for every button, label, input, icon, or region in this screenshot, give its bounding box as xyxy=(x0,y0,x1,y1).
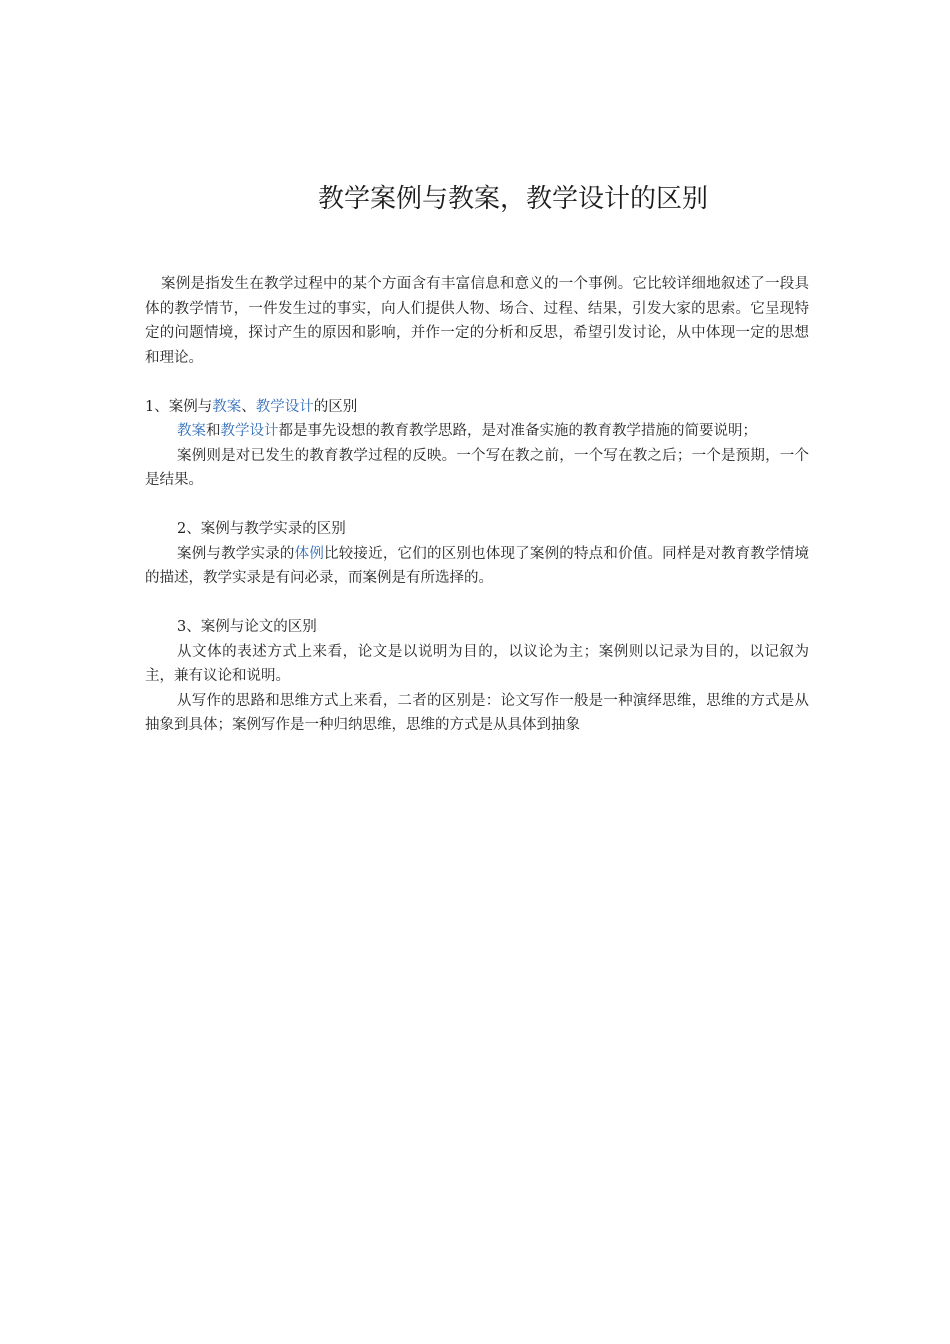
spacer xyxy=(145,591,809,616)
section1-paragraph-2: 案例则是对已发生的教育教学过程的反映。一个写在教之前，一个写在教之后；一个是预期，一个是结果。 xyxy=(145,447,809,488)
section3-paragraph-2: 从写作的思路和思维方式上来看，二者的区别是：论文写作一般是一种演绎思维，思维的方式是从抽象到具体；案例写作是一种归纳思维，思维的方式是从具体到抽象 xyxy=(145,692,809,733)
link-jiaoxue-sheji-body[interactable]: 教学设计 xyxy=(220,423,279,439)
page-title: 教学案例与教案，教学设计的区别 xyxy=(318,184,709,214)
link-tili[interactable]: 体例 xyxy=(294,545,325,562)
section1-heading-sep: 、 xyxy=(241,398,256,415)
spacer xyxy=(145,370,809,395)
section1-heading-prefix: 1、案例与 xyxy=(145,398,213,415)
section2-paragraph-1 xyxy=(145,542,809,591)
link-jiaoan-body[interactable]: 教案 xyxy=(177,423,206,439)
section1-p1-and: 和 xyxy=(206,423,221,439)
section2-p1-prefix: 案例与教学实录的 xyxy=(177,545,295,562)
section1-heading-suffix: 的区别 xyxy=(313,398,358,415)
spacer xyxy=(145,493,809,518)
section1-paragraph-1 xyxy=(145,419,809,444)
link-jiaoxue-sheji[interactable]: 教学设计 xyxy=(255,398,314,415)
document-body xyxy=(145,272,809,738)
intro-paragraph: 案例是指发生在教学过程中的某个方面含有丰富信息和意义的一个事例。它比较详细地叙述了一段具体的教学情节，一件发生过的事实，向人们提供人物、场合、过程、结果，引发大家的思索。它呈现特定的问题情境，探讨产生的原因和影响，并作一定的分析和反思，希望引发讨论，从中体现一定的思想和理论。 xyxy=(145,276,809,366)
section1-p1-rest: 都是事先设想的教育教学思路，是对准备实施的教育教学措施的简要说明； xyxy=(278,423,757,439)
section1-heading xyxy=(145,395,809,420)
section2-p1-rest: 比较接近，它们的区别也体现了案例的特点和价值。同样是对教育教学情境的描述，教学实录是有问必录，而案例是有所选择的。 xyxy=(145,545,810,586)
section3-heading: 3、案例与论文的区别 xyxy=(177,619,317,635)
section2-heading: 2、案例与教学实录的区别 xyxy=(177,521,346,537)
section3-paragraph-1: 从文体的表述方式上来看，论文是以说明为目的，以议论为主；案例则以记录为目的，以记叙为主，兼有议论和说明。 xyxy=(145,643,809,684)
link-jiaoan[interactable]: 教案 xyxy=(212,398,242,415)
